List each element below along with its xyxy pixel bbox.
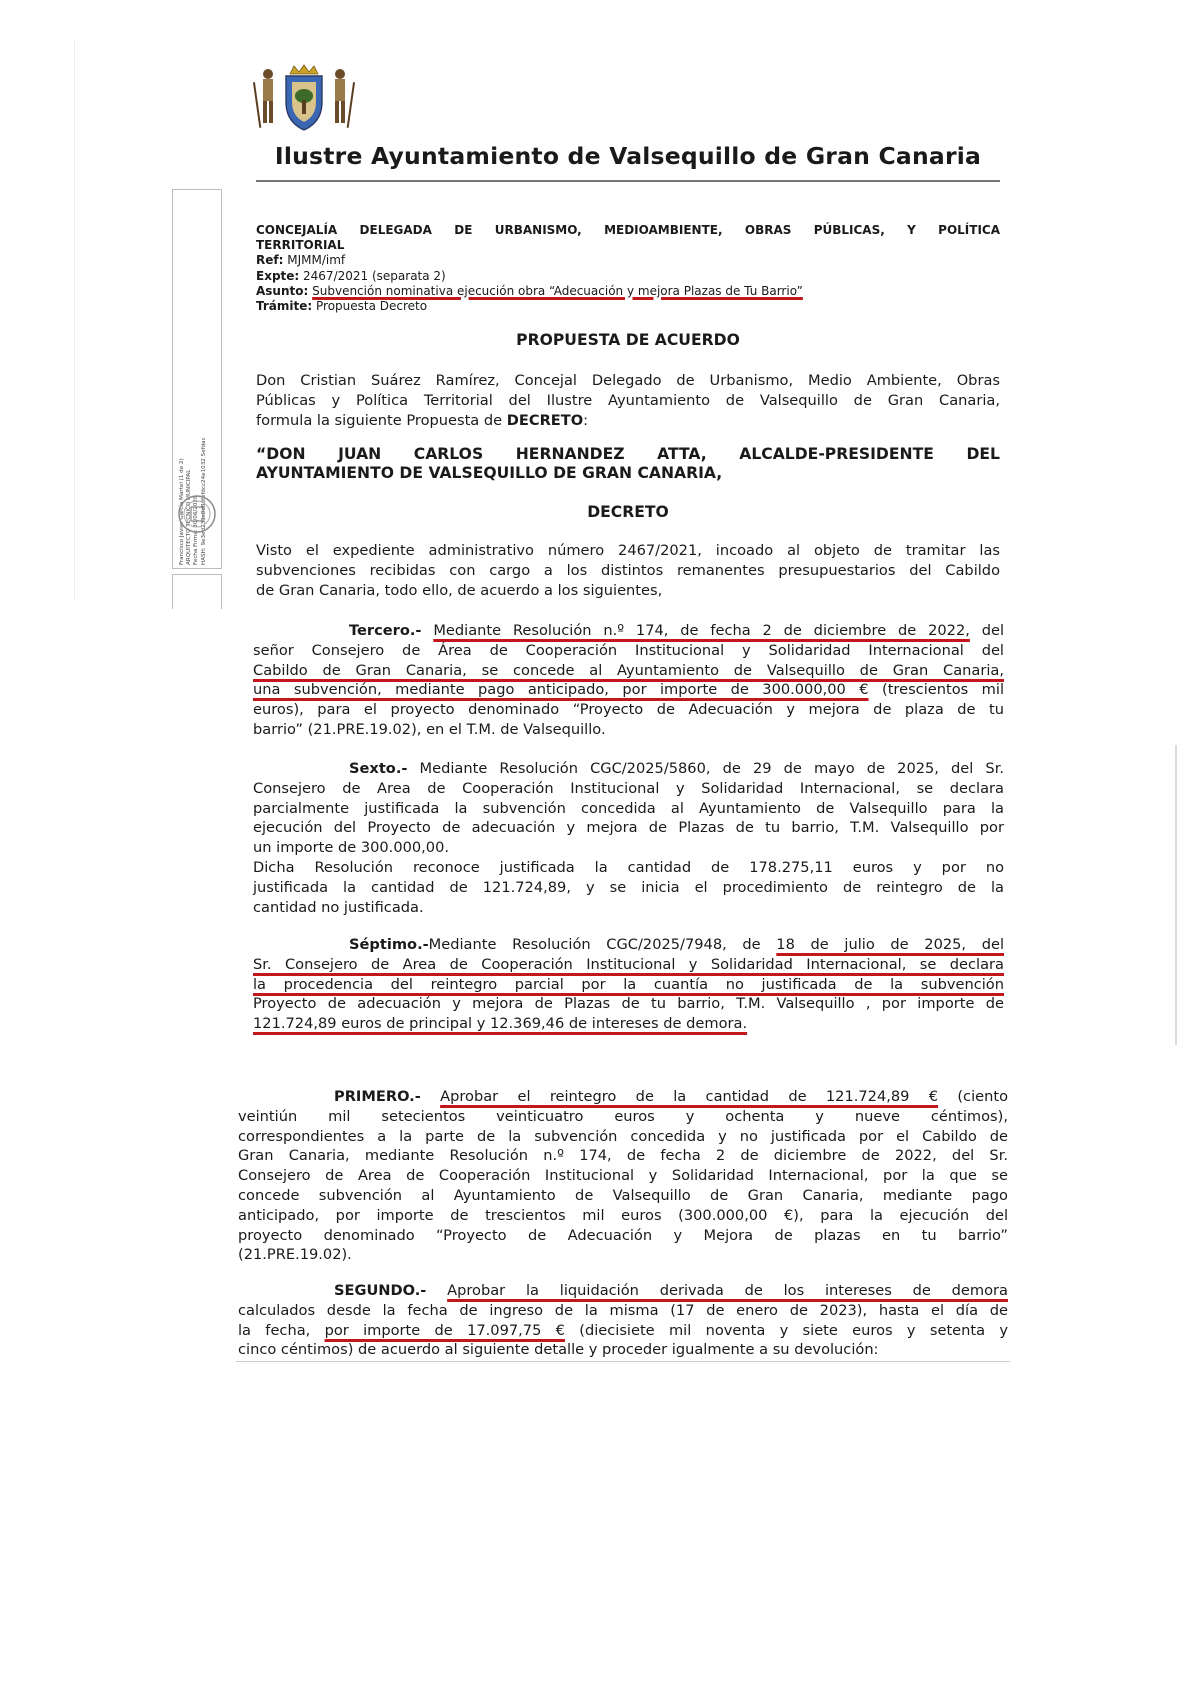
intro-prefix: formula la siguiente Propuesta de [256,411,507,429]
septimo-line [253,935,1004,955]
primero-line: proyecto denominado “Proyecto de Adecuación y Mejora de plazas en tu barrio” [238,1226,1008,1244]
tercero-line [253,661,1004,681]
tercero-underlined-text: Mediante Resolución n.º 174, de fecha 2 de diciembre de 2022, [433,622,970,639]
intro-suffix: : [583,411,589,429]
primero-line: veintiún mil setecientos veinticuatro euros y ochenta y nueve céntimos), [238,1107,1008,1125]
expte-label: Expte: [256,268,300,283]
primero-line: Consejero de Area de Cooperación Institucional y Solidaridad Internacional, por la que se [238,1167,1008,1185]
sexto-line: ejecución del Proyecto de adecuación y mejora de Plazas de tu barrio, T.M. Valsequillo por [253,819,1004,837]
septimo-underlined-text: la procedencia del reintegro parcial por la cuantía no justificada de la subvención [253,975,1004,993]
septimo-line [253,955,1004,975]
segundo-line: calculados desde la fecha de ingreso de la misma (17 de enero de 2023), hasta el día de [238,1301,1008,1319]
scan-edge-mark [1175,745,1177,1045]
proposal-heading: PROPUESTA DE ACUERDO [516,331,740,349]
sexto-line: Dicha Resolución reconoce justificada la cantidad de 178.275,11 euros y por no [253,858,1004,876]
tercero-underlined-text: Cabildo de Gran Canaria, se concede al Ayuntamiento de Valsequillo de Gran Canaria, [253,661,1004,679]
visto-line: de Gran Canaria, todo ello, de acuerdo a los siguientes, [256,581,663,599]
tercero-line [253,680,1004,700]
septimo-line [253,1014,1004,1034]
tercero-paragraph [253,621,1004,740]
intro-line: Públicas y Política Territorial del Ilustre Ayuntamiento de Valsequillo de Gran Canaria, [256,391,1000,409]
visto-line: Visto el expediente administrativo número 2467/2021, incoado al objeto de tramitar las [256,542,1000,559]
scan-edge-line [74,40,75,600]
segundo-paragraph [238,1281,1008,1360]
segundo-line [238,1321,1008,1341]
ref-label: Ref: [256,253,284,268]
signer-role: ARQUITECTO TECNICO MUNICIPAL [186,469,193,565]
sexto-label: Sexto.- [349,760,408,777]
tramite-row [256,299,1000,314]
asunto-value: Subvención nominativa ejecución obra “Adecuación y mejora Plazas de Tu Barrio” [312,283,803,298]
septimo-underlined-text: 121.724,89 euros de principal y 12.369,46 de intereses de demora. [253,1015,748,1033]
municipal-crest-logo [252,64,356,136]
segundo-underlined-text: por importe de 17.097,75 € [324,1321,565,1339]
signature-hash: HASH: 9e3ed233c8d8dfefdcc24e1032 5efdac [200,437,207,565]
tercero-underlined-text: una subvención, mediante pago anticipado, por importe de 300.000,00 € [253,681,869,699]
primero-line: anticipado, por importe de trescientos mil euros (300.000,00 €), para la ejecución del [238,1206,1008,1224]
sexto-line: Consejero de Area de Cooperación Institucional y Solidaridad Internacional, se declara [253,779,1004,797]
primero-underlined-text: Aprobar el reintegro de la cantidad de 121.724,89 € [440,1088,939,1105]
expte-value: 2467/2021 (separata 2) [303,268,446,283]
tramite-label: Trámite: [256,299,313,314]
septimo-paragraph [253,935,1004,1034]
asunto-row [256,284,1000,299]
septimo-underlined-text: Sr. Consejero de Area de Cooperación Institucional y Solidaridad Internacional, se declara [253,955,1004,973]
segundo-line [238,1281,1008,1301]
primero-paragraph [238,1087,1008,1265]
visto-paragraph [256,541,1000,600]
signer-name: Francisco Javier García Martel (1 de 2) [179,458,185,565]
tercero-label: Tercero.- [349,622,422,639]
header-divider [256,180,1000,182]
tercero-text: del [969,622,1005,639]
tercero-line: señor Consejero de Área de Cooperación Institucional y Solidaridad Internacional del [253,641,1004,659]
sexto-text: Mediante Resolución CGC/2025/5860, de 29 de mayo de 2025, del Sr. [407,760,1004,777]
ref-value: MJMM/imf [287,253,346,268]
septimo-text: Mediante Resolución CGC/2025/7948, de [428,936,777,953]
department-line-1: CONCEJALÍA DELEGADA DE URBANISMO, MEDIOAMBIENTE, OBRAS PÚBLICAS, Y POLÍTICA [256,223,1000,237]
sexto-line: parcialmente justificada la subvención concedida al Ayuntamiento de Valsequillo para la [253,799,1004,817]
primero-line [238,1087,1008,1107]
signature-seal-icon [177,494,217,534]
electronic-signature-stamp [172,189,222,569]
primero-label: PRIMERO.- [334,1088,421,1105]
mayor-line-2: AYUNTAMIENTO DE VALSEQUILLO DE GRAN CANARIA, [256,464,723,482]
tramite-value: Propuesta Decreto [316,299,428,314]
tercero-line: euros), para el proyecto denominado “Proyecto de Adecuación y mejora de plaza de tu [253,701,1004,719]
septimo-underlined-text: 18 de julio de 2025, del [776,936,1005,953]
sexto-paragraph [253,759,1004,917]
department-line-2: TERRITORIAL [256,238,345,253]
primero-line: concede subvención al Ayuntamiento de Valsequillo de Gran Canaria, mediante pago [238,1186,1008,1204]
ref-row [256,253,1000,268]
primero-text: (ciento [938,1088,1009,1105]
segundo-text: (diecisiete mil noventa y siete euros y setenta y [564,1321,1008,1339]
intro-line: Don Cristian Suárez Ramírez, Concejal Delegado de Urbanismo, Medio Ambiente, Obras [256,372,1000,389]
proposal-intro [256,371,1000,430]
segundo-underlined-text: Aprobar la liquidación derivada de los intereses de demora [447,1282,1008,1299]
primero-line: correspondientes a la parte de la subvención concedida y no justificada por el Cabildo de [238,1127,1008,1145]
sexto-line: cantidad no justificada. [253,898,424,916]
intro-last-line [256,411,1000,431]
signature-stamp-box-2 [172,574,222,609]
signature-date: Fecha Firma: 30/06/2026 [193,495,200,565]
visto-line: subvenciones recibidas con cargo a los distintos remanentes presupuestarios del Cabildo [256,561,1000,579]
segundo-label: SEGUNDO.- [334,1282,427,1299]
municipality-title: Ilustre Ayuntamiento de Valsequillo de Gran Canaria [274,142,982,170]
tercero-line: barrio” (21.PRE.19.02), en el T.M. de Valsequillo. [253,720,606,738]
sexto-line: un importe de 300.000,00. [253,839,450,857]
page-bottom-divider [236,1361,1010,1362]
expte-row [256,269,1000,284]
sexto-line [253,759,1004,779]
primero-line: Gran Canaria, mediante Resolución n.º 174, de fecha 2 de diciembre de 2022, del Sr. [238,1147,1008,1165]
mayor-line-1: “DON JUAN CARLOS HERNANDEZ ATTA, ALCALDE-PRESIDENTE DEL [256,445,1000,463]
asunto-label: Asunto: [256,283,309,298]
segundo-text: la fecha, [238,1321,325,1339]
sexto-line: justificada la cantidad de 121.724,89, y se inicia el procedimiento de reintegro de la [253,878,1004,896]
septimo-line [253,975,1004,995]
tercero-line [253,621,1004,641]
segundo-line: cinco céntimos) de acuerdo al siguiente detalle y proceder igualmente a su devolución: [238,1341,879,1359]
mayor-heading [256,445,1000,483]
septimo-label: Séptimo.- [349,936,429,953]
tercero-text: (trescientos mil [868,681,1004,699]
document-metadata [256,223,1000,314]
intro-decreto-word: DECRETO [506,411,584,429]
primero-line: (21.PRE.19.02). [238,1246,352,1264]
decree-heading: DECRETO [587,503,669,521]
septimo-line: Proyecto de adecuación y mejora de Plazas de tu barrio, T.M. Valsequillo , por importe de [253,995,1004,1013]
